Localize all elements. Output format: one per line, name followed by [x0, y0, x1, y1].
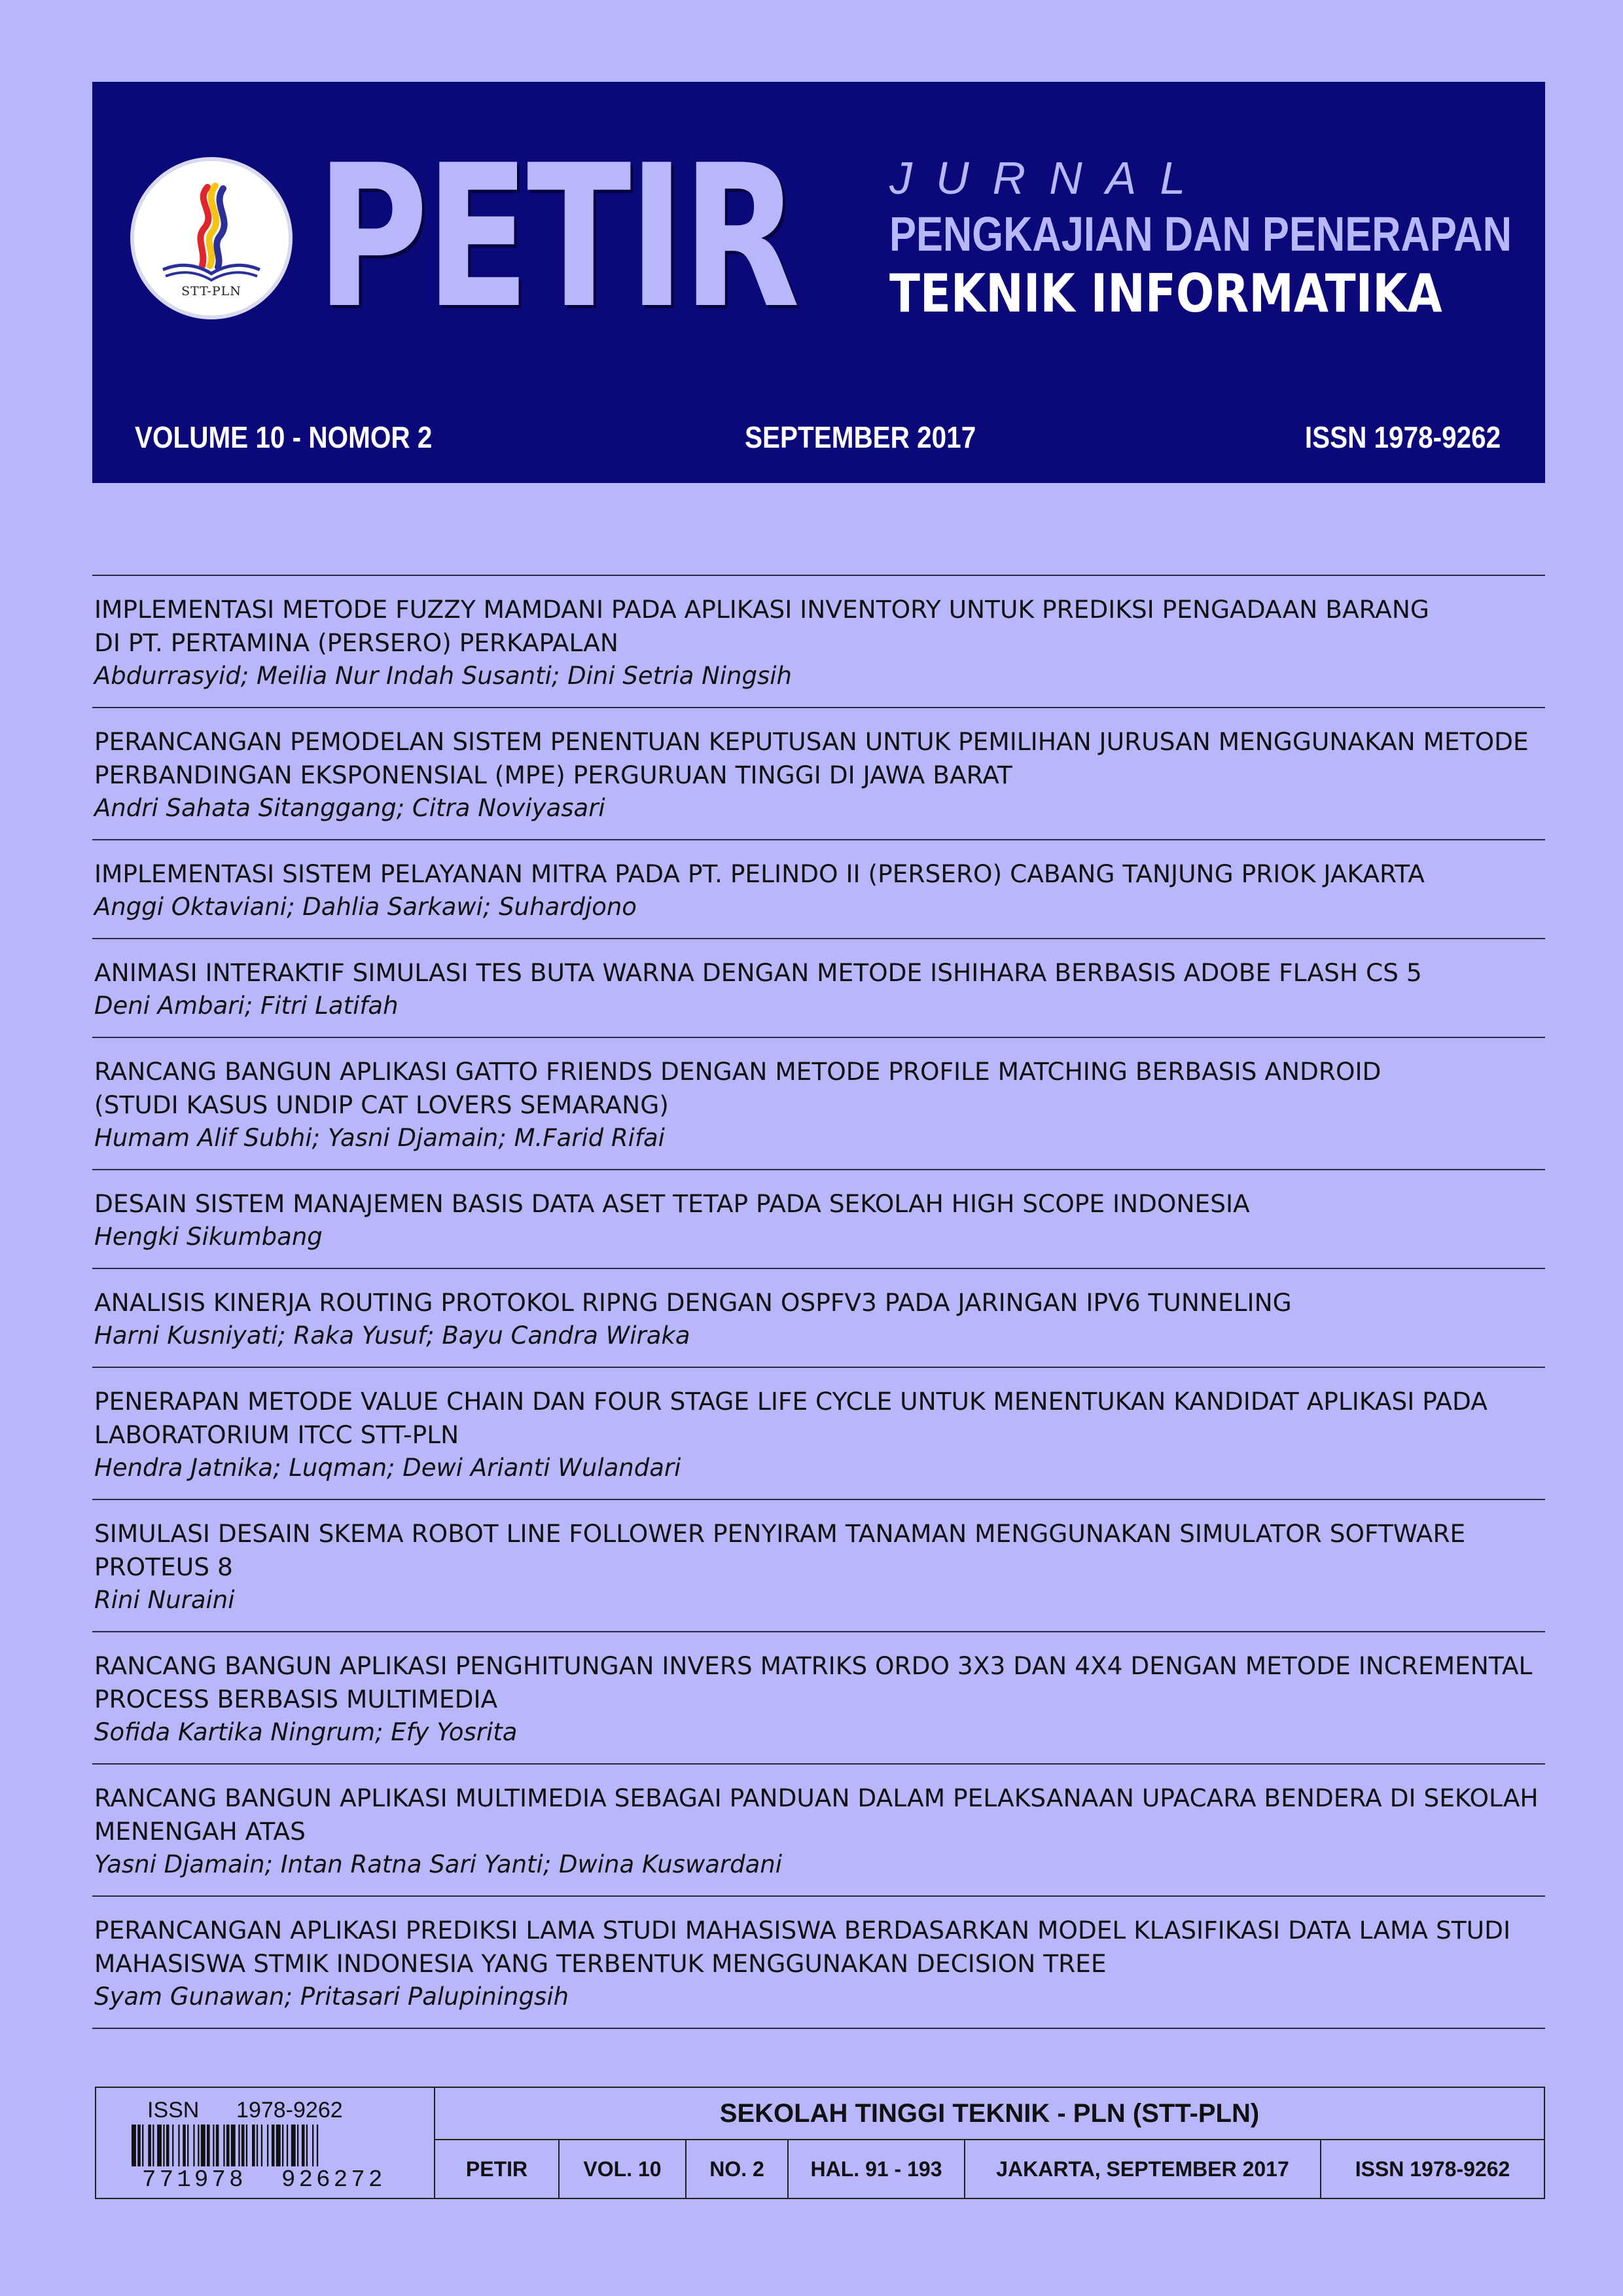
stt-pln-logo	[130, 157, 293, 319]
article-authors: Syam Gunawan; Pritasari Palupiningsih	[94, 1982, 569, 2011]
article-title: PERANCANGAN APLIKASI PREDIKSI LAMA STUDI MAHASISWA BERDASARKAN MODEL KLASIFIKASI DATA LAMA STUDI MAHASISWA STMIK INDONESIA YANG TERBENTUK MENGGUNAKAN DECISION TREE	[94, 1916, 1511, 1978]
article-entry[interactable]	[92, 1169, 1545, 1268]
article-authors: Hengki Sikumbang	[94, 1223, 323, 1251]
footer-issn-cell: ISSN 1978-9262	[1355, 2157, 1510, 2181]
barcode-issn-label: ISSN	[147, 2098, 200, 2123]
article-title: RANCANG BANGUN APLIKASI MULTIMEDIA SEBAGAI PANDUAN DALAM PELAKSANAAN UPACARA BENDERA DI SEKOLAH MENENGAH ATAS	[94, 1784, 1539, 1846]
article-entry[interactable]	[92, 707, 1545, 839]
institution-name: SEKOLAH TINGGI TEKNIK - PLN (STT-PLN)	[435, 2088, 1544, 2140]
article-authors: Andri Sahata Sitanggang; Citra Noviyasari	[94, 794, 605, 822]
article-title: ANIMASI INTERAKTIF SIMULASI TES BUTA WARNA DENGAN METODE ISHIHARA BERBASIS ADOBE FLASH CS 5	[94, 958, 1422, 987]
table-of-contents	[92, 575, 1545, 2029]
article-authors: Sofida Kartika Ningrum; Efy Yosrita	[94, 1718, 518, 1746]
article-entry[interactable]	[92, 1367, 1545, 1499]
article-entry[interactable]	[92, 839, 1545, 938]
article-authors: Humam Alif Subhi; Yasni Djamain; M.Farid Rifai	[94, 1124, 665, 1152]
issn-label: ISSN 1978-9262	[1304, 420, 1501, 454]
barcode-digits-left: 771978	[142, 2166, 247, 2193]
article-authors: Deni Ambari; Fitri Latifah	[94, 992, 399, 1020]
footer-volume-cell: VOL. 10	[560, 2140, 687, 2198]
journal-label: JURNAL	[889, 152, 1209, 204]
article-title: PERANCANGAN PEMODELAN SISTEM PENENTUAN KEPUTUSAN UNTUK PEMILIHAN JURUSAN MENGGUNAKAN METODE PERBANDINGAN EKSPONENSIAL (MPE) PERGURUAN TINGGI DI JAWA BARAT	[94, 727, 1529, 789]
volume-number: VOLUME 10 - NOMOR 2	[135, 420, 433, 454]
article-authors: Harni Kusniyati; Raka Yusuf; Bayu Candra Wiraka	[94, 1321, 690, 1350]
article-entry[interactable]	[92, 1499, 1545, 1631]
article-authors: Anggi Oktaviani; Dahlia Sarkawi; Suhardjono	[94, 893, 637, 921]
article-title: RANCANG BANGUN APLIKASI PENGHITUNGAN INVERS MATRIKS ORDO 3X3 DAN 4X4 DENGAN METODE INCREMENTAL PROCESS BERBASIS MULTIMEDIA	[94, 1651, 1533, 1713]
barcode-issn	[147, 2098, 343, 2122]
issue-date: SEPTEMBER 2017	[745, 420, 976, 454]
article-title: PENERAPAN METODE VALUE CHAIN DAN FOUR STAGE LIFE CYCLE UNTUK MENENTUKAN KANDIDAT APLIKASI PADA LABORATORIUM ITCC STT-PLN	[94, 1387, 1488, 1449]
article-entry[interactable]	[92, 1037, 1545, 1169]
article-entry[interactable]	[92, 1631, 1545, 1763]
article-entry[interactable]	[92, 1763, 1545, 1895]
barcode-digits	[142, 2168, 385, 2193]
article-title: DESAIN SISTEM MANAJEMEN BASIS DATA ASET TETAP PADA SEKOLAH HIGH SCOPE INDONESIA	[94, 1189, 1250, 1218]
article-authors: Abdurrasyid; Meilia Nur Indah Susanti; Dini Setria Ningsih	[94, 662, 792, 690]
barcode-icon	[132, 2125, 400, 2166]
article-title: ANALISIS KINERJA ROUTING PROTOKOL RIPNG DENGAN OSPFV3 PADA JARINGAN IPV6 TUNNELING	[94, 1288, 1292, 1317]
barcode-issn-number: 1978-9262	[236, 2098, 343, 2123]
article-authors: Yasni Djamain; Intan Ratna Sari Yanti; Dwina Kuswardani	[94, 1850, 782, 1878]
article-authors: Hendra Jatnika; Luqman; Dewi Arianti Wulandari	[94, 1454, 681, 1482]
publication-footer	[95, 2087, 1545, 2199]
journal-title: PETIR	[316, 123, 797, 351]
article-title: IMPLEMENTASI METODE FUZZY MAMDANI PADA APLIKASI INVENTORY UNTUK PREDIKSI PENGADAAN BARANG DI PT. PERTAMINA (PERSERO) PERKAPALAN	[94, 595, 1429, 657]
footer-journal-cell: PETIR	[435, 2140, 560, 2198]
footer-info	[435, 2088, 1544, 2198]
article-entry[interactable]	[92, 1268, 1545, 1367]
article-title: SIMULASI DESAIN SKEMA ROBOT LINE FOLLOWER PENYIRAM TANAMAN MENGGUNAKAN SIMULATOR SOFTWARE PROTEUS 8	[94, 1519, 1466, 1581]
footer-pages-cell: HAL. 91 - 193	[789, 2140, 965, 2198]
article-entry[interactable]	[92, 575, 1545, 707]
article-title: IMPLEMENTASI SISTEM PELAYANAN MITRA PADA PT. PELINDO II (PERSERO) CABANG TANJUNG PRIOK JAKARTA	[94, 859, 1425, 888]
journal-subtitle-1: PENGKAJIAN DAN PENERAPAN	[889, 207, 1512, 261]
journal-header-band	[92, 82, 1545, 483]
barcode-digits-right: 926272	[281, 2166, 386, 2193]
footer-number-cell: NO. 2	[687, 2140, 789, 2198]
footer-cells-row	[435, 2140, 1544, 2198]
article-authors: Rini Nuraini	[94, 1586, 235, 1614]
journal-subtitle-2: TEKNIK INFORMATIKA	[889, 263, 1442, 324]
article-entry[interactable]	[92, 938, 1545, 1037]
footer-place-date-cell: JAKARTA, SEPTEMBER 2017	[965, 2140, 1321, 2198]
article-title: RANCANG BANGUN APLIKASI GATTO FRIENDS DENGAN METODE PROFILE MATCHING BERBASIS ANDROID (STUDI KASUS UNDIP CAT LOVERS SEMARANG)	[94, 1057, 1382, 1119]
logo-caption: STT-PLN	[181, 284, 241, 298]
barcode-block	[96, 2088, 435, 2198]
article-entry[interactable]	[92, 1895, 1545, 2029]
